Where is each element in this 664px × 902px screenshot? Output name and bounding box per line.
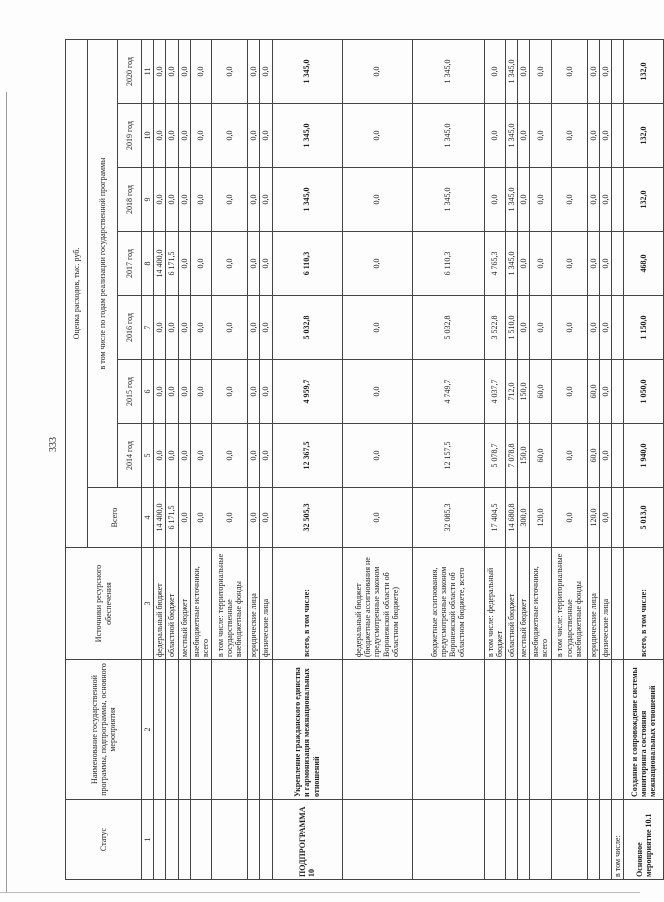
year-value-cell: 12 157,5 bbox=[412, 424, 484, 488]
source-cell: местный бюджет bbox=[178, 548, 190, 660]
year-value-cell: 0,0 bbox=[342, 104, 412, 168]
status-cell: Основное мероприятие 10.1 bbox=[624, 800, 664, 880]
name-cell bbox=[505, 660, 517, 800]
year-value-cell: 1 345,0 bbox=[505, 104, 517, 168]
table-row bbox=[551, 39, 587, 879]
column-number: 6 bbox=[142, 360, 154, 424]
total-value-cell: 300,0 bbox=[518, 488, 530, 548]
year-value-cell bbox=[612, 296, 624, 360]
year-value-cell: 0,0 bbox=[178, 168, 190, 232]
year-value-cell: 0,0 bbox=[212, 39, 248, 103]
year-value-cell: 0,0 bbox=[190, 39, 211, 103]
year-value-cell: 0,0 bbox=[599, 168, 611, 232]
year-value-cell: 60,0 bbox=[530, 424, 551, 488]
year-value-cell: 0,0 bbox=[154, 168, 166, 232]
year-value-cell: 0,0 bbox=[212, 232, 248, 296]
year-value-cell: 0,0 bbox=[248, 360, 260, 424]
year-value-cell: 0,0 bbox=[248, 296, 260, 360]
source-cell: юридические лица bbox=[587, 548, 599, 660]
year-value-cell: 0,0 bbox=[248, 168, 260, 232]
source-cell: областной бюджет bbox=[166, 548, 178, 660]
year-value-cell: 1 345,0 bbox=[412, 168, 484, 232]
year-value-cell: 0,0 bbox=[342, 168, 412, 232]
table-row bbox=[518, 39, 530, 879]
source-cell: юридические лица bbox=[248, 548, 260, 660]
source-cell: федеральный бюджет (бюджетные ассигнования не предусмотренные законом Воронежской области об областном бюджете) bbox=[342, 548, 412, 660]
status-cell bbox=[212, 800, 248, 880]
year-value-cell: 0,0 bbox=[248, 232, 260, 296]
source-cell: всего, в том числе: bbox=[624, 548, 664, 660]
status-cell bbox=[484, 800, 505, 880]
header-year: 2016 год bbox=[118, 296, 142, 360]
year-value-cell: 6 171,5 bbox=[166, 232, 178, 296]
year-value-cell: 60,0 bbox=[587, 360, 599, 424]
status-cell bbox=[530, 800, 551, 880]
year-value-cell: 0,0 bbox=[551, 168, 587, 232]
table-row bbox=[587, 39, 599, 879]
year-value-cell: 0,0 bbox=[190, 296, 211, 360]
name-cell bbox=[154, 660, 166, 800]
scan-edge-bottom bbox=[0, 892, 640, 893]
name-cell bbox=[212, 660, 248, 800]
name-cell bbox=[551, 660, 587, 800]
year-value-cell: 0,0 bbox=[342, 296, 412, 360]
year-value-cell: 1 345,0 bbox=[412, 104, 484, 168]
table-row bbox=[530, 39, 551, 879]
status-cell bbox=[599, 800, 611, 880]
year-value-cell bbox=[612, 360, 624, 424]
table-row bbox=[166, 39, 178, 879]
year-value-cell: 150,0 bbox=[518, 424, 530, 488]
year-value-cell: 1 345,0 bbox=[272, 104, 342, 168]
year-value-cell: 0,0 bbox=[530, 39, 551, 103]
column-number: 7 bbox=[142, 296, 154, 360]
year-value-cell: 0,0 bbox=[530, 104, 551, 168]
header-in-years: в том числе по годам реализации государственной программы bbox=[88, 39, 118, 487]
year-value-cell: 0,0 bbox=[190, 232, 211, 296]
name-cell bbox=[178, 660, 190, 800]
name-cell: Создание и сопровождение системы мониторинга состояния межнациональных отношений bbox=[624, 660, 664, 800]
column-number: 4 bbox=[142, 488, 154, 548]
year-value-cell: 0,0 bbox=[178, 424, 190, 488]
year-value-cell: 4 037,7 bbox=[484, 360, 505, 424]
year-value-cell: 14 400,0 bbox=[154, 232, 166, 296]
year-value-cell: 0,0 bbox=[190, 168, 211, 232]
status-cell bbox=[342, 800, 412, 880]
column-number: 8 bbox=[142, 232, 154, 296]
year-value-cell: 0,0 bbox=[518, 39, 530, 103]
year-value-cell: 0,0 bbox=[178, 296, 190, 360]
year-value-cell: 0,0 bbox=[190, 104, 211, 168]
total-value-cell: 120,0 bbox=[530, 488, 551, 548]
year-value-cell bbox=[612, 104, 624, 168]
status-cell bbox=[587, 800, 599, 880]
table-row bbox=[154, 39, 166, 879]
year-value-cell: 0,0 bbox=[599, 296, 611, 360]
column-number: 5 bbox=[142, 424, 154, 488]
column-number: 1 bbox=[142, 800, 154, 880]
source-cell: внебюджетные источники, всего bbox=[190, 548, 211, 660]
status-cell: ПОДПРОГРАММА 10 bbox=[272, 800, 342, 880]
name-cell bbox=[342, 660, 412, 800]
table-row bbox=[484, 39, 505, 879]
total-value-cell bbox=[612, 488, 624, 548]
year-value-cell: 0,0 bbox=[587, 104, 599, 168]
scan-edge bbox=[0, 92, 7, 892]
year-value-cell bbox=[612, 424, 624, 488]
name-cell bbox=[587, 660, 599, 800]
year-value-cell: 0,0 bbox=[260, 39, 272, 103]
year-value-cell: 4 765,3 bbox=[484, 232, 505, 296]
name-cell: Укрепление гражданского единства и гармонизация межнациональных отношений bbox=[272, 660, 342, 800]
year-value-cell: 0,0 bbox=[166, 104, 178, 168]
year-value-cell: 0,0 bbox=[551, 360, 587, 424]
status-cell bbox=[248, 800, 260, 880]
status-cell bbox=[166, 800, 178, 880]
year-value-cell: 0,0 bbox=[154, 424, 166, 488]
name-cell bbox=[518, 660, 530, 800]
status-cell bbox=[260, 800, 272, 880]
source-cell: физические лица bbox=[599, 548, 611, 660]
header-year: 2018 год bbox=[118, 168, 142, 232]
status-cell bbox=[178, 800, 190, 880]
header-year: 2015 год bbox=[118, 360, 142, 424]
column-number: 11 bbox=[142, 39, 154, 103]
year-value-cell: 0,0 bbox=[484, 104, 505, 168]
year-value-cell: 0,0 bbox=[587, 39, 599, 103]
year-value-cell: 0,0 bbox=[178, 360, 190, 424]
header-year: 2019 год bbox=[118, 104, 142, 168]
total-value-cell: 0,0 bbox=[248, 488, 260, 548]
source-cell: в том числе: территориальные государственные внебюджетные фонды bbox=[212, 548, 248, 660]
year-value-cell: 0,0 bbox=[212, 296, 248, 360]
year-value-cell: 0,0 bbox=[212, 104, 248, 168]
year-value-cell: 0,0 bbox=[530, 296, 551, 360]
table-row bbox=[248, 39, 260, 879]
status-cell: в том числе: bbox=[612, 800, 624, 880]
year-value-cell: 0,0 bbox=[190, 424, 211, 488]
year-value-cell: 0,0 bbox=[551, 232, 587, 296]
year-value-cell: 0,0 bbox=[342, 360, 412, 424]
total-value-cell: 0,0 bbox=[599, 488, 611, 548]
year-value-cell: 6 110,3 bbox=[272, 232, 342, 296]
header-total: Всего bbox=[88, 488, 142, 548]
year-value-cell: 0,0 bbox=[260, 104, 272, 168]
year-value-cell: 0,0 bbox=[342, 39, 412, 103]
year-value-cell: 0,0 bbox=[166, 39, 178, 103]
year-value-cell: 0,0 bbox=[518, 104, 530, 168]
header-estimate: Оценка расходов, тыс. руб. bbox=[66, 39, 88, 547]
year-value-cell: 1 150,0 bbox=[624, 296, 664, 360]
year-value-cell: 0,0 bbox=[166, 168, 178, 232]
source-cell: областной бюджет bbox=[505, 548, 517, 660]
year-value-cell: 0,0 bbox=[599, 232, 611, 296]
year-value-cell: 0,0 bbox=[212, 424, 248, 488]
table-row bbox=[212, 39, 248, 879]
year-value-cell: 0,0 bbox=[518, 168, 530, 232]
name-cell bbox=[484, 660, 505, 800]
header-year: 2017 год bbox=[118, 232, 142, 296]
source-cell bbox=[612, 548, 624, 660]
table-row bbox=[260, 39, 272, 879]
year-value-cell: 0,0 bbox=[212, 360, 248, 424]
total-value-cell: 14 400,0 bbox=[154, 488, 166, 548]
year-value-cell: 0,0 bbox=[551, 39, 587, 103]
year-value-cell: 1 345,0 bbox=[505, 168, 517, 232]
year-value-cell: 12 367,5 bbox=[272, 424, 342, 488]
name-cell bbox=[166, 660, 178, 800]
budget-table-sheet bbox=[65, 40, 658, 880]
year-value-cell: 132,0 bbox=[624, 168, 664, 232]
table-row bbox=[190, 39, 211, 879]
table-row bbox=[342, 39, 412, 879]
source-cell: в том числе: территориальные государственные внебюджетные фонды bbox=[551, 548, 587, 660]
year-value-cell: 5 078,7 bbox=[484, 424, 505, 488]
year-value-cell: 0,0 bbox=[484, 168, 505, 232]
year-value-cell: 468,0 bbox=[624, 232, 664, 296]
year-value-cell: 4 749,7 bbox=[412, 360, 484, 424]
year-value-cell: 60,0 bbox=[530, 360, 551, 424]
source-cell: федеральный бюджет bbox=[154, 548, 166, 660]
year-value-cell: 0,0 bbox=[154, 296, 166, 360]
year-value-cell: 5 032,8 bbox=[272, 296, 342, 360]
year-value-cell: 0,0 bbox=[530, 168, 551, 232]
column-number: 3 bbox=[142, 548, 154, 660]
total-value-cell: 0,0 bbox=[260, 488, 272, 548]
name-cell bbox=[412, 660, 484, 800]
year-value-cell: 1 345,0 bbox=[505, 39, 517, 103]
year-value-cell: 0,0 bbox=[248, 424, 260, 488]
year-value-cell: 5 032,8 bbox=[412, 296, 484, 360]
header-year: 2020 год bbox=[118, 39, 142, 103]
column-number: 10 bbox=[142, 104, 154, 168]
header-year: 2014 год bbox=[118, 424, 142, 488]
name-cell bbox=[190, 660, 211, 800]
total-value-cell: 0,0 bbox=[551, 488, 587, 548]
status-cell bbox=[190, 800, 211, 880]
year-value-cell: 1 940,0 bbox=[624, 424, 664, 488]
page-number: 333 bbox=[48, 437, 59, 452]
year-value-cell: 0,0 bbox=[248, 39, 260, 103]
column-number: 2 bbox=[142, 660, 154, 800]
year-value-cell: 0,0 bbox=[551, 424, 587, 488]
name-cell bbox=[599, 660, 611, 800]
total-value-cell: 0,0 bbox=[178, 488, 190, 548]
total-value-cell: 17 404,5 bbox=[484, 488, 505, 548]
year-value-cell bbox=[612, 168, 624, 232]
year-value-cell: 0,0 bbox=[599, 39, 611, 103]
status-cell bbox=[505, 800, 517, 880]
year-value-cell: 0,0 bbox=[212, 168, 248, 232]
name-cell bbox=[248, 660, 260, 800]
status-cell bbox=[551, 800, 587, 880]
year-value-cell: 3 522,8 bbox=[484, 296, 505, 360]
total-value-cell: 0,0 bbox=[342, 488, 412, 548]
year-value-cell: 132,0 bbox=[624, 104, 664, 168]
header-status: Статус bbox=[66, 800, 142, 880]
header-source: Источники ресурсного обеспечения bbox=[66, 548, 142, 660]
year-value-cell: 0,0 bbox=[248, 104, 260, 168]
total-value-cell: 14 680,8 bbox=[505, 488, 517, 548]
header-name: Наименование государственной программы, подпрограммы, основного мероприятия bbox=[66, 660, 142, 800]
table-row bbox=[272, 39, 342, 879]
year-value-cell: 0,0 bbox=[587, 296, 599, 360]
year-value-cell: 7 078,8 bbox=[505, 424, 517, 488]
year-value-cell: 0,0 bbox=[530, 232, 551, 296]
status-cell bbox=[412, 800, 484, 880]
year-value-cell: 0,0 bbox=[484, 39, 505, 103]
total-value-cell: 120,0 bbox=[587, 488, 599, 548]
table-row bbox=[599, 39, 611, 879]
total-value-cell: 0,0 bbox=[212, 488, 248, 548]
year-value-cell: 4 959,7 bbox=[272, 360, 342, 424]
year-value-cell: 0,0 bbox=[178, 39, 190, 103]
year-value-cell: 0,0 bbox=[190, 360, 211, 424]
source-cell: бюджетные ассигнования, предусмотренные законом Воронежской области об областном бюджете, всего bbox=[412, 548, 484, 660]
total-value-cell: 5 013,0 bbox=[624, 488, 664, 548]
year-value-cell: 0,0 bbox=[551, 296, 587, 360]
status-cell bbox=[518, 800, 530, 880]
year-value-cell: 0,0 bbox=[342, 424, 412, 488]
year-value-cell: 0,0 bbox=[599, 424, 611, 488]
name-cell bbox=[260, 660, 272, 800]
total-value-cell: 32 505,3 bbox=[272, 488, 342, 548]
table-row bbox=[612, 39, 624, 879]
total-value-cell: 6 171,5 bbox=[166, 488, 178, 548]
year-value-cell: 0,0 bbox=[166, 360, 178, 424]
year-value-cell: 0,0 bbox=[178, 104, 190, 168]
year-value-cell: 0,0 bbox=[260, 424, 272, 488]
year-value-cell: 0,0 bbox=[518, 296, 530, 360]
year-value-cell: 0,0 bbox=[154, 104, 166, 168]
year-value-cell: 60,0 bbox=[587, 424, 599, 488]
year-value-cell: 0,0 bbox=[587, 232, 599, 296]
budget-table bbox=[65, 39, 664, 880]
year-value-cell bbox=[612, 39, 624, 103]
name-cell bbox=[612, 660, 624, 800]
year-value-cell: 0,0 bbox=[260, 296, 272, 360]
year-value-cell: 0,0 bbox=[599, 104, 611, 168]
table-row bbox=[505, 39, 517, 879]
year-value-cell: 0,0 bbox=[260, 168, 272, 232]
year-value-cell: 1 345,0 bbox=[412, 39, 484, 103]
year-value-cell: 0,0 bbox=[599, 360, 611, 424]
name-cell bbox=[530, 660, 551, 800]
table-row bbox=[412, 39, 484, 879]
source-cell: физические лица bbox=[260, 548, 272, 660]
year-value-cell: 0,0 bbox=[587, 168, 599, 232]
table-row bbox=[178, 39, 190, 879]
year-value-cell: 6 110,3 bbox=[412, 232, 484, 296]
total-value-cell: 0,0 bbox=[190, 488, 211, 548]
year-value-cell: 0,0 bbox=[178, 232, 190, 296]
year-value-cell: 1 510,0 bbox=[505, 296, 517, 360]
year-value-cell: 150,0 bbox=[518, 360, 530, 424]
year-value-cell: 712,0 bbox=[505, 360, 517, 424]
year-value-cell: 1 345,0 bbox=[272, 39, 342, 103]
source-cell: местный бюджет bbox=[518, 548, 530, 660]
year-value-cell: 132,0 bbox=[624, 39, 664, 103]
year-value-cell: 1 345,0 bbox=[272, 168, 342, 232]
year-value-cell: 0,0 bbox=[166, 296, 178, 360]
total-value-cell: 32 085,3 bbox=[412, 488, 484, 548]
source-cell: всего, в том числе: bbox=[272, 548, 342, 660]
status-cell bbox=[154, 800, 166, 880]
year-value-cell: 0,0 bbox=[551, 104, 587, 168]
column-number: 9 bbox=[142, 168, 154, 232]
source-cell: внебюджетные источники, всего bbox=[530, 548, 551, 660]
year-value-cell bbox=[612, 232, 624, 296]
source-cell: в том числе: федеральный бюджет bbox=[484, 548, 505, 660]
year-value-cell: 0,0 bbox=[260, 360, 272, 424]
year-value-cell: 0,0 bbox=[260, 232, 272, 296]
year-value-cell: 0,0 bbox=[342, 232, 412, 296]
year-value-cell: 0,0 bbox=[154, 39, 166, 103]
year-value-cell: 0,0 bbox=[518, 232, 530, 296]
year-value-cell: 1 345,0 bbox=[505, 232, 517, 296]
year-value-cell: 1 050,0 bbox=[624, 360, 664, 424]
year-value-cell: 0,0 bbox=[166, 424, 178, 488]
table-row bbox=[624, 39, 664, 879]
year-value-cell: 0,0 bbox=[154, 360, 166, 424]
